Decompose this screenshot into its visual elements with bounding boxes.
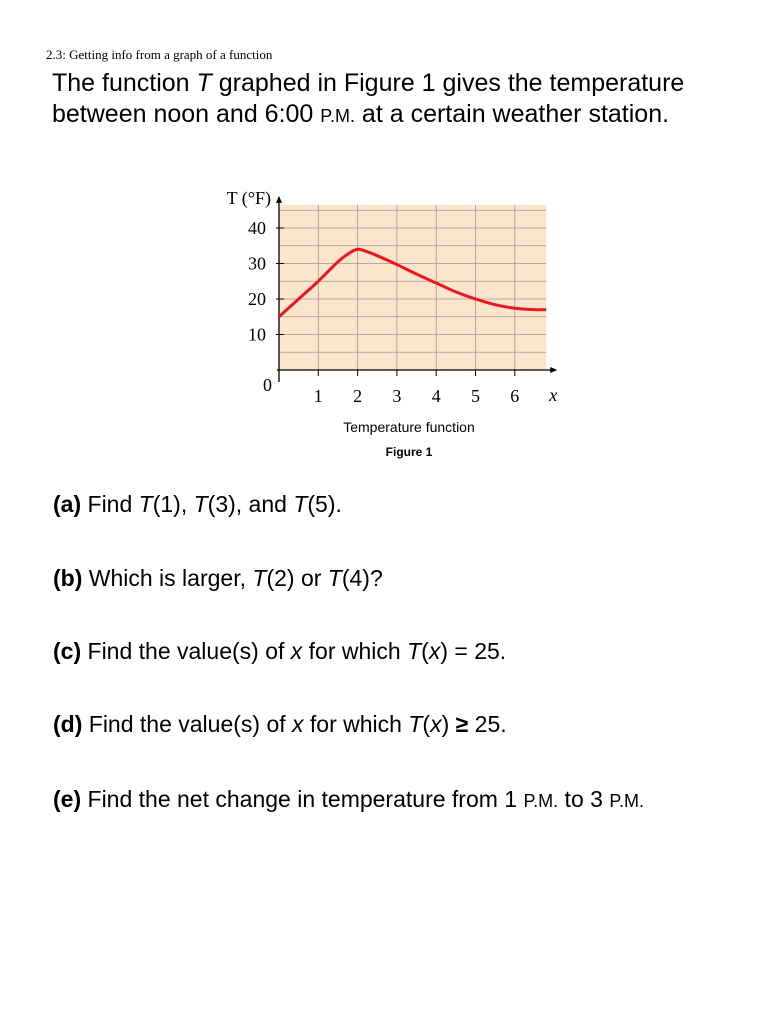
x-tick-label: 2	[353, 386, 363, 406]
question-c: (c) Find the value(s) of x for which T(x) = 25.	[53, 638, 507, 664]
plot-area	[279, 205, 546, 370]
x-tick-label: 4	[431, 386, 441, 406]
figure-subcaption: Temperature function	[343, 419, 475, 435]
y-tick-label: 20	[248, 289, 266, 309]
x-tick-label: 6	[510, 386, 520, 406]
y-tick-label: 30	[248, 253, 266, 274]
x-axis-arrow	[550, 367, 557, 373]
question-e: (e) Find the net change in temperature from 1 P.M. to 3 P.M.	[53, 786, 645, 812]
y-tick-label: 40	[248, 218, 266, 238]
y-tick-label: 10	[248, 324, 266, 345]
question-d: (d) Find the value(s) of x for which T(x) ≥ 25.	[53, 711, 507, 737]
y-axis-label: T (°F)	[226, 187, 271, 208]
figure-caption: Figure 1	[385, 445, 433, 459]
problem-statement: The function T graphed in Figure 1 gives the temperature between noon and 6:00 P.M. at a certain weather station.	[52, 69, 685, 128]
temperature-chart	[200, 170, 568, 410]
y-axis-arrow	[276, 196, 282, 203]
question-a: (a) Find T(1), T(3), and T(5).	[53, 491, 342, 517]
x-tick-label: 3	[392, 386, 402, 406]
origin-label: 0	[263, 375, 272, 395]
x-tick-label: 1	[313, 386, 323, 406]
worksheet-header: 2.3: Getting info from a graph of a function	[46, 47, 273, 62]
x-tick-label: 5	[471, 386, 480, 406]
x-axis-label: x	[549, 385, 558, 405]
question-b: (b) Which is larger, T(2) or T(4)?	[53, 565, 383, 591]
